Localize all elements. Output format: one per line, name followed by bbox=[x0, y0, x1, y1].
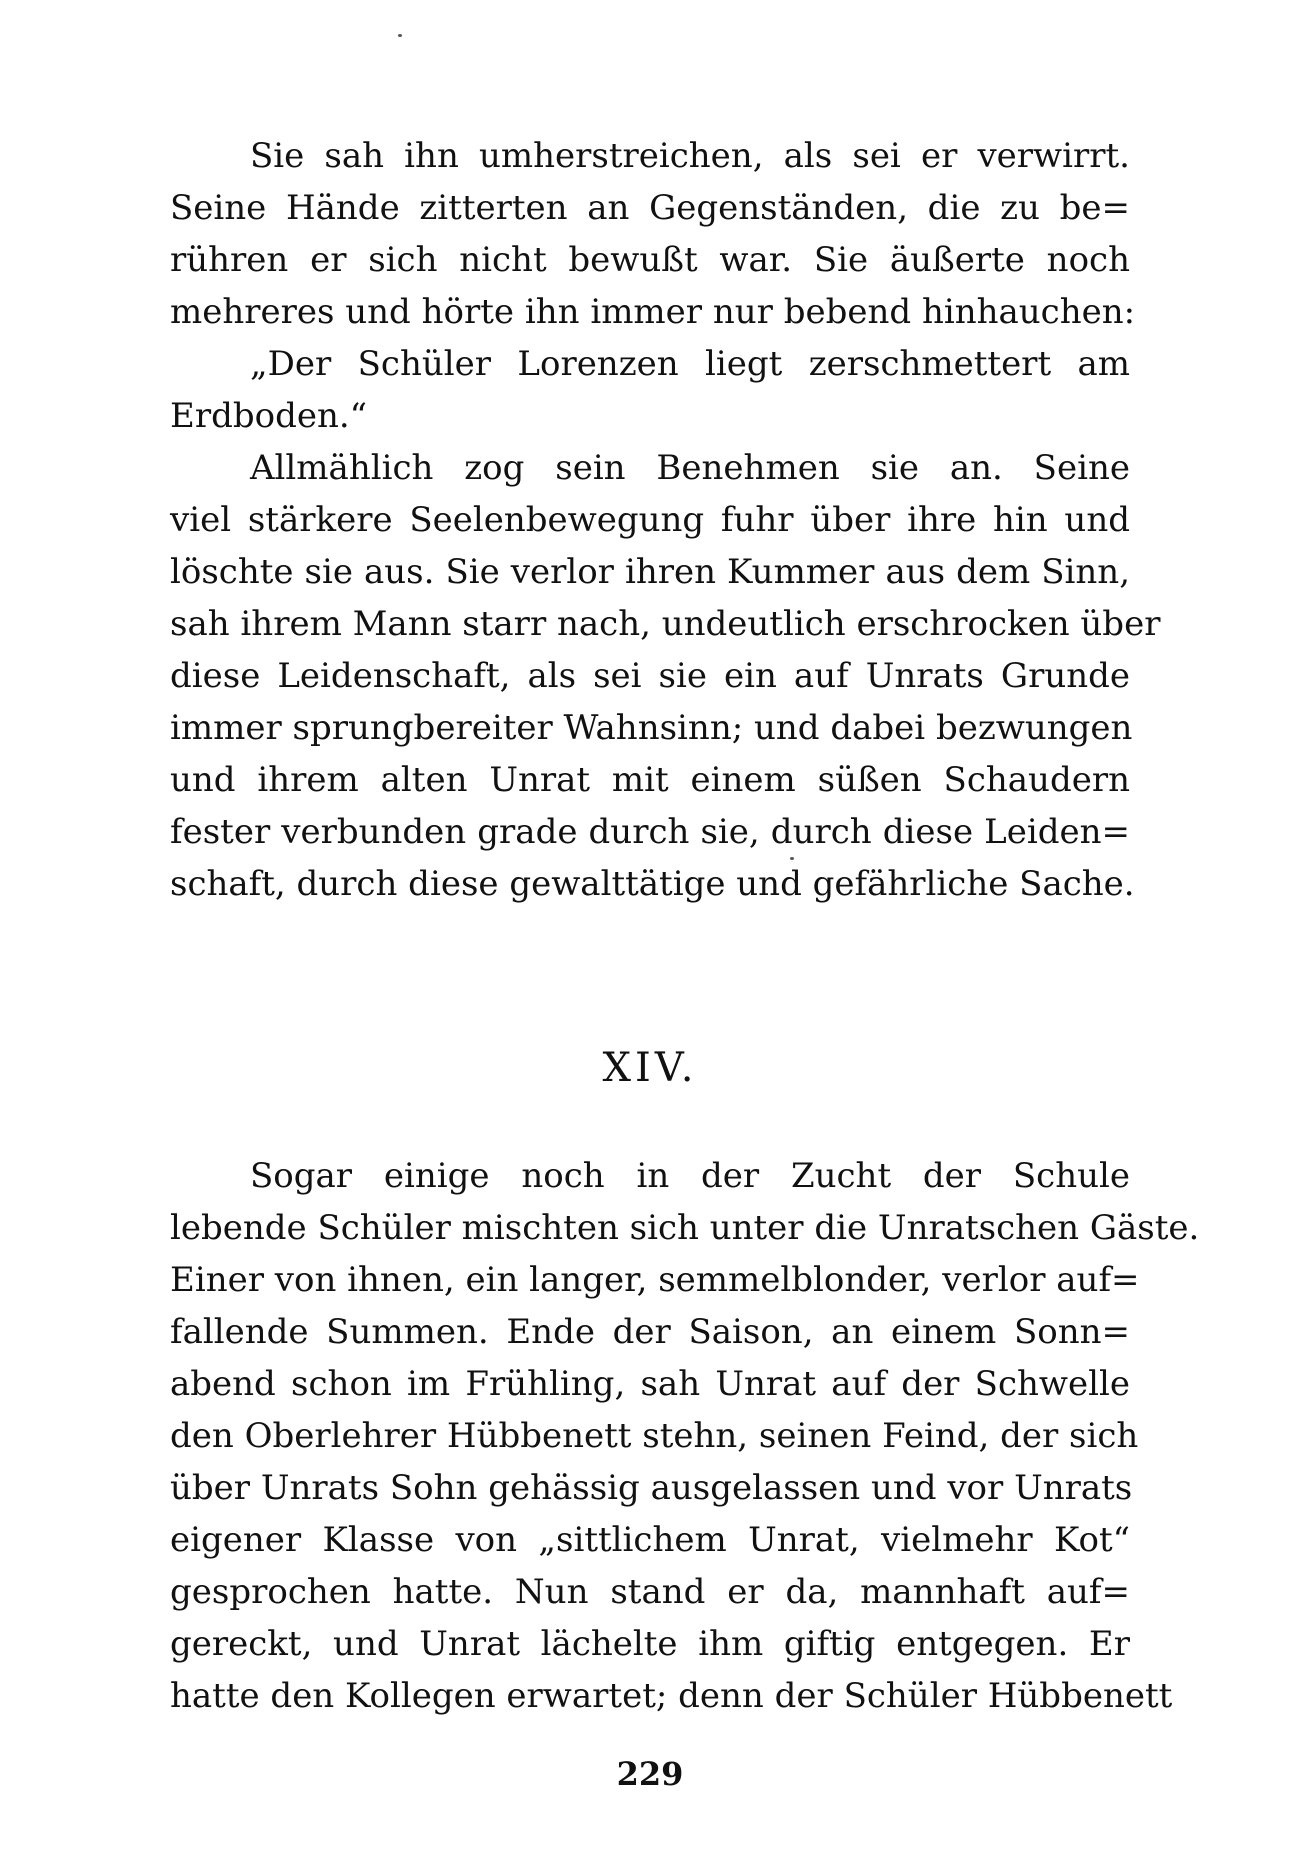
text-line: den Oberlehrer Hübbenett stehn, seinen Feind, der sich bbox=[170, 1416, 1139, 1456]
text-line: mehreres und hörte ihn immer nur bebend hinhauchen: bbox=[170, 292, 1136, 332]
text-line: schaft, durch diese gewalttätige und gefährliche Sache. bbox=[170, 864, 1135, 904]
text-line: gereckt, und Unrat lächelte ihm giftig entgegen. Er bbox=[170, 1624, 1130, 1664]
text-line: viel stärkere Seelenbewegung fuhr über ihre hin und bbox=[170, 500, 1130, 540]
print-speck bbox=[398, 34, 402, 37]
paragraph-block-top bbox=[170, 130, 1161, 910]
text-line: rühren er sich nicht bewußt war. Sie äußerte noch bbox=[170, 240, 1130, 280]
text-line: abend schon im Frühling, sah Unrat auf der Schwelle bbox=[170, 1364, 1130, 1404]
text-line: Erdboden.“ bbox=[170, 396, 368, 436]
text-line: Allmählich zog sein Benehmen sie an. Seine bbox=[250, 448, 1130, 488]
text-line: eigener Klasse von „sittlichem Unrat, vielmehr Kot“ bbox=[170, 1520, 1130, 1560]
text-line: gesprochen hatte. Nun stand er da, mannhaft auf= bbox=[170, 1572, 1130, 1612]
text-line: sah ihrem Mann starr nach, undeutlich erschrocken über bbox=[170, 604, 1161, 644]
text-line: Einer von ihnen, ein langer, semmelblonder, verlor auf= bbox=[170, 1260, 1140, 1300]
text-line: fallende Summen. Ende der Saison, an einem Sonn= bbox=[170, 1312, 1130, 1352]
text-line: hatte den Kollegen erwartet; denn der Schüler Hübbenett bbox=[170, 1676, 1173, 1716]
text-line: fester verbunden grade durch sie, durch diese Leiden= bbox=[170, 812, 1130, 852]
text-line: über Unrats Sohn gehässig ausgelassen und vor Unrats bbox=[170, 1468, 1133, 1508]
text-line: Sogar einige noch in der Zucht der Schule bbox=[250, 1156, 1130, 1196]
text-line: Sie sah ihn umherstreichen, als sei er verwirrt. bbox=[250, 136, 1130, 176]
text-line: lebende Schüler mischten sich unter die Unratschen Gäste. bbox=[170, 1208, 1200, 1248]
text-line: diese Leidenschaft, als sei sie ein auf Unrats Grunde bbox=[170, 656, 1130, 696]
text-line: immer sprungbereiter Wahnsinn; und dabei bezwungen bbox=[170, 708, 1133, 748]
chapter-heading: XIV. bbox=[602, 1045, 698, 1091]
text-line: Seine Hände zitterten an Gegenständen, die zu be= bbox=[170, 188, 1130, 228]
text-line: löschte sie aus. Sie verlor ihren Kummer aus dem Sinn, bbox=[170, 552, 1130, 592]
paragraph-block-bottom bbox=[170, 1150, 1200, 1722]
text-line: und ihrem alten Unrat mit einem süßen Schaudern bbox=[170, 760, 1130, 800]
page-number: 229 bbox=[616, 1755, 684, 1793]
text-line: „Der Schüler Lorenzen liegt zerschmettert am bbox=[250, 344, 1130, 384]
